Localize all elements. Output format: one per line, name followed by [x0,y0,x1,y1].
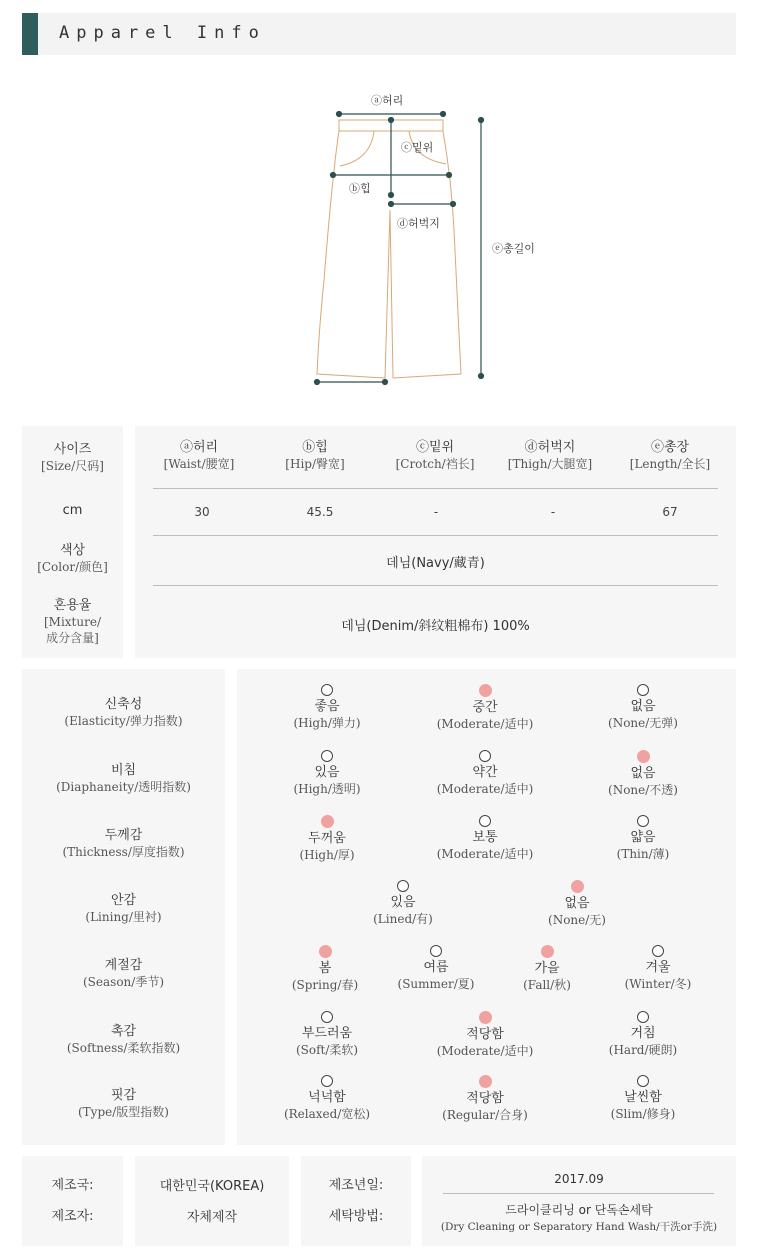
date-value: 2017.09 [554,1172,604,1186]
selected-circle-icon [479,1075,492,1088]
pants-legs-shape [317,131,461,378]
maker-value: 자체제작 [186,1210,238,1225]
attribute-option [568,684,718,731]
option-label: 부드러움 [301,1026,353,1041]
footer-panel-2 [135,1156,289,1246]
selected-circle-icon [541,945,554,958]
attribute-label [22,1087,225,1120]
attribute-label [22,892,225,925]
attribute-name-en: (Softness/柔软指数) [66,1041,181,1055]
left-pocket-shape [340,131,374,166]
attribute-name-en: (Season/季节) [83,975,164,989]
attribute-name-en: (Thickness/厚度指数) [62,845,185,859]
attribute-name-en: (Lining/里衬) [85,910,162,924]
option-label: 봄 [318,961,332,976]
maker-label: 제조자: [51,1209,94,1224]
footer-panel-3 [301,1156,411,1246]
selected-circle-icon [637,750,650,763]
value-length: 67 [662,505,678,519]
attribute-option [568,1075,718,1122]
attribute-option [328,880,478,927]
option-label: 넉넉함 [308,1090,346,1105]
option-label: 없음 [630,766,656,781]
option-label: 있음 [314,765,340,780]
option-label-en: (Hard/硬朗) [608,1043,678,1057]
circle-icon [430,945,442,957]
option-label-en: (Summer/夏) [397,977,475,991]
option-label: 두꺼움 [308,831,346,846]
circle-icon [321,1011,333,1023]
option-label-en: (Moderate/适中) [436,1044,534,1058]
divider [153,585,718,586]
option-label-en: (Fall/秋) [523,978,571,992]
option-label-en: (Regular/合身) [442,1108,528,1122]
attribute-option [410,815,560,862]
label-thigh: ⓓ허벅지 [397,217,440,230]
attribute-option [410,750,560,797]
option-label: 거침 [630,1026,656,1041]
attribute-label [22,827,225,860]
attribute-option [410,684,560,732]
attribute-label [22,1023,225,1056]
option-label-en: (Slim/修身) [610,1107,676,1121]
option-label-en: (Moderate/适中) [436,847,534,861]
attribute-name-en: (Diaphaneity/透明指数) [56,780,191,794]
attribute-option [568,1011,718,1058]
circle-icon [637,1075,649,1087]
header-accent-bar [22,13,38,55]
value-waist: 30 [194,505,210,519]
circle-icon [479,750,491,762]
color-row-label: 색상 [Color/颜色] [37,543,108,574]
date-label: 제조년일: [328,1178,384,1193]
attribute-option [252,750,402,797]
selected-circle-icon [319,945,332,958]
value-thigh: - [550,505,556,519]
col-hip: ⓑ힙 [Hip/臀宽] [285,440,345,471]
option-label: 여름 [423,960,449,975]
option-label-en: (Spring/春) [291,978,359,992]
option-label: 중간 [472,700,498,715]
option-label-en: (Thin/薄) [616,847,670,861]
attribute-option [568,750,718,798]
attribute-option [568,815,718,862]
option-label-en: (Lined/有) [373,912,433,926]
option-label-en: (Relaxed/宽松) [283,1107,371,1121]
divider [153,488,718,489]
label-hip: ⓑ힙 [349,182,371,195]
attribute-name: 촉감 [110,1024,137,1039]
selected-circle-icon [321,815,334,828]
attribute-option [583,945,733,992]
size-row-label: 사이즈 [Size/尺码] [41,442,104,473]
attribute-label [22,762,225,795]
attribute-option [410,1075,560,1123]
circle-icon [321,684,333,696]
origin-value: 대한민국(KOREA) [159,1179,265,1194]
attribute-label [22,957,225,990]
mixture-row-label: 혼용율 [Mixture/ 成分含量] [43,598,101,645]
attribute-option [410,1011,560,1059]
option-label-en: (Winter/冬) [624,977,692,991]
unit-label: cm [62,503,83,518]
color-value: 데님(Navy/藏青) [386,556,485,571]
circle-icon [652,945,664,957]
attribute-option [252,815,402,863]
attribute-name: 비침 [110,763,137,778]
option-label: 있음 [390,895,416,910]
option-label: 적당함 [466,1027,504,1042]
option-label-en: (High/透明) [293,782,361,796]
attribute-name-en: (Type/版型指数) [78,1105,169,1119]
col-length: ⓔ총장 [Length/全长] [629,440,711,471]
label-length: ⓔ총길이 [492,242,535,255]
option-label-en: (Soft/柔软) [295,1043,359,1057]
col-crotch: ⓒ밑위 [Crotch/裆长] [395,440,475,471]
option-label: 적당함 [466,1091,504,1106]
option-label: 얇음 [630,830,656,845]
col-thigh: ⓓ허벅지 [Thigh/大腿宽] [507,440,593,471]
label-crotch: ⓒ밑위 [401,141,434,154]
attributes-options-panel [237,669,736,1145]
option-label-en: (None/不透) [608,783,678,797]
origin-label: 제조국: [51,1178,94,1193]
attribute-name-en: (Elasticity/弹力指数) [64,714,183,728]
circle-icon [637,1011,649,1023]
attribute-label [22,696,225,729]
pants-illustration [0,80,758,400]
circle-icon [479,815,491,827]
option-label-en: (Moderate/适中) [436,717,534,731]
option-label-en: (High/厚) [299,848,355,862]
value-crotch: - [433,505,439,519]
option-label: 없음 [630,699,656,714]
attribute-option [502,880,652,928]
divider [443,1193,714,1194]
option-label: 없음 [564,896,590,911]
footer-panel-1 [22,1156,123,1246]
option-label: 가을 [534,961,560,976]
wash-method-en: (Dry Cleaning or Separatory Hand Wash/干洗or手洗) [440,1221,718,1233]
option-label: 날씬함 [624,1090,662,1105]
selected-circle-icon [479,1011,492,1024]
circle-icon [321,1075,333,1087]
option-label: 보통 [472,830,498,845]
attribute-name: 두께감 [104,828,143,843]
option-label: 겨울 [645,960,671,975]
circle-icon [637,684,649,696]
selected-circle-icon [479,684,492,697]
wash-method-kr: 드라이클리닝 or 단독손세탁 [505,1203,653,1217]
circle-icon [637,815,649,827]
circle-icon [321,750,333,762]
option-label: 좋음 [314,699,340,714]
attribute-name: 안감 [110,893,137,908]
attribute-option [252,684,402,731]
circle-icon [397,880,409,892]
attribute-name: 계절감 [104,958,143,973]
attribute-option [252,1011,402,1058]
option-label: 약간 [472,765,498,780]
section-header [22,13,736,55]
divider [153,535,718,536]
page-title: Apparel Info [59,23,266,43]
label-waist: ⓐ허리 [371,94,404,107]
option-label-en: (High/弹力) [293,716,361,730]
option-label-en: (None/无) [548,913,606,927]
option-label-en: (Moderate/适中) [436,782,534,796]
col-waist: ⓐ허리 [Waist/腰宽] [163,440,235,471]
attribute-name: 신축성 [104,697,143,712]
attribute-name: 핏감 [110,1088,137,1103]
selected-circle-icon [571,880,584,893]
mixture-value: 데님(Denim/斜纹粗棉布) 100% [341,619,530,634]
pants-diagram [0,80,758,400]
option-label-en: (None/无弹) [608,716,678,730]
attribute-option [252,1075,402,1122]
wash-label: 세탁방법: [328,1209,384,1224]
value-hip: 45.5 [306,505,334,519]
